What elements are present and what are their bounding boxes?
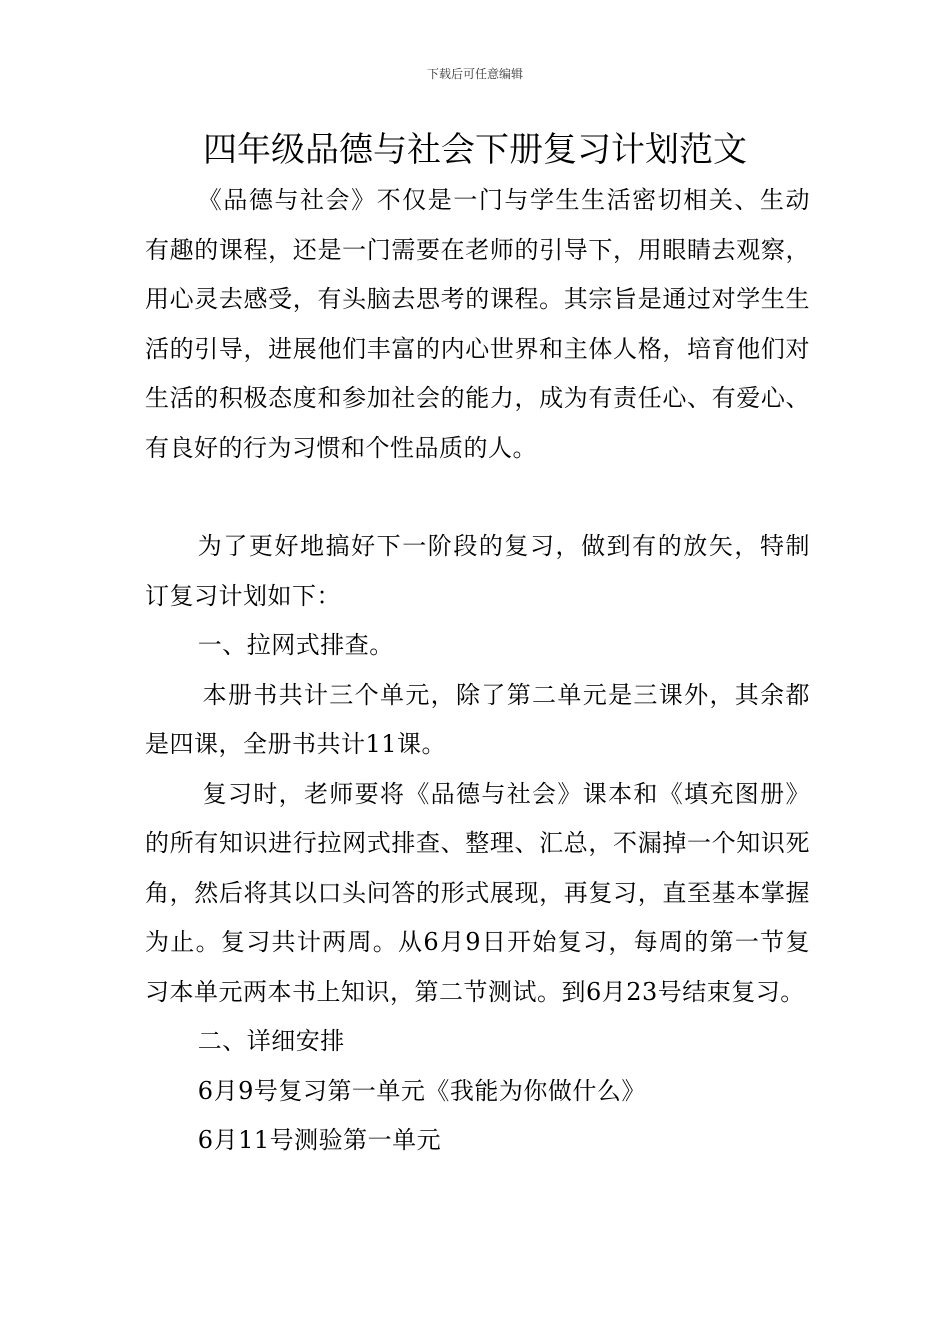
header-note: 下载后可任意编辑 xyxy=(426,67,523,81)
section-heading-1: 一、拉网式排查。 xyxy=(197,631,394,659)
document-title: 四年级品德与社会下册复习计划范文 xyxy=(203,130,747,170)
document-body xyxy=(145,176,810,1166)
intro-paragraph: 《品德与社会》不仅是一门与学生生活密切相关、生动有趣的课程，还是一门需要在老师的引导下，用眼睛去观察，用心灵去感受，有头脑去思考的课程。其宗旨是通过对学生生活的引导，进展他们丰富的内心世界和主体人格，培育他们对生活的积极态度和参加社会的能力，成为有责任心、有爱心、有良好的行为习惯和个性品质的人。 xyxy=(145,186,810,462)
review-method-paragraph: 复习时，老师要将《品德与社会》课本和《填充图册》的所有知识进行拉网式排查、整理、汇总，不漏掉一个知识死角，然后将其以口头问答的形式展现，再复习，直至基本掌握为止。复习共计两周。从6月9日开始复习，每周的第一节复习本单元两本书上知识，第二节测试。到6月23号结束复习。 xyxy=(145,779,810,1006)
plan-intro-paragraph: 为了更好地搞好下一阶段的复习，做到有的放矢，特制订复习计划如下： xyxy=(145,532,810,610)
blank-line xyxy=(145,473,810,522)
schedule-item: 6月9号复习第一单元《我能为你做什么》 xyxy=(197,1076,646,1105)
unit-summary-paragraph: 本册书共计三个单元，除了第二单元是三课外，其余都是四课，全册书共计11课。 xyxy=(145,680,810,758)
schedule-item: 6月11号测验第一单元 xyxy=(197,1126,442,1154)
section-heading-2: 二、详细安排 xyxy=(197,1027,345,1055)
